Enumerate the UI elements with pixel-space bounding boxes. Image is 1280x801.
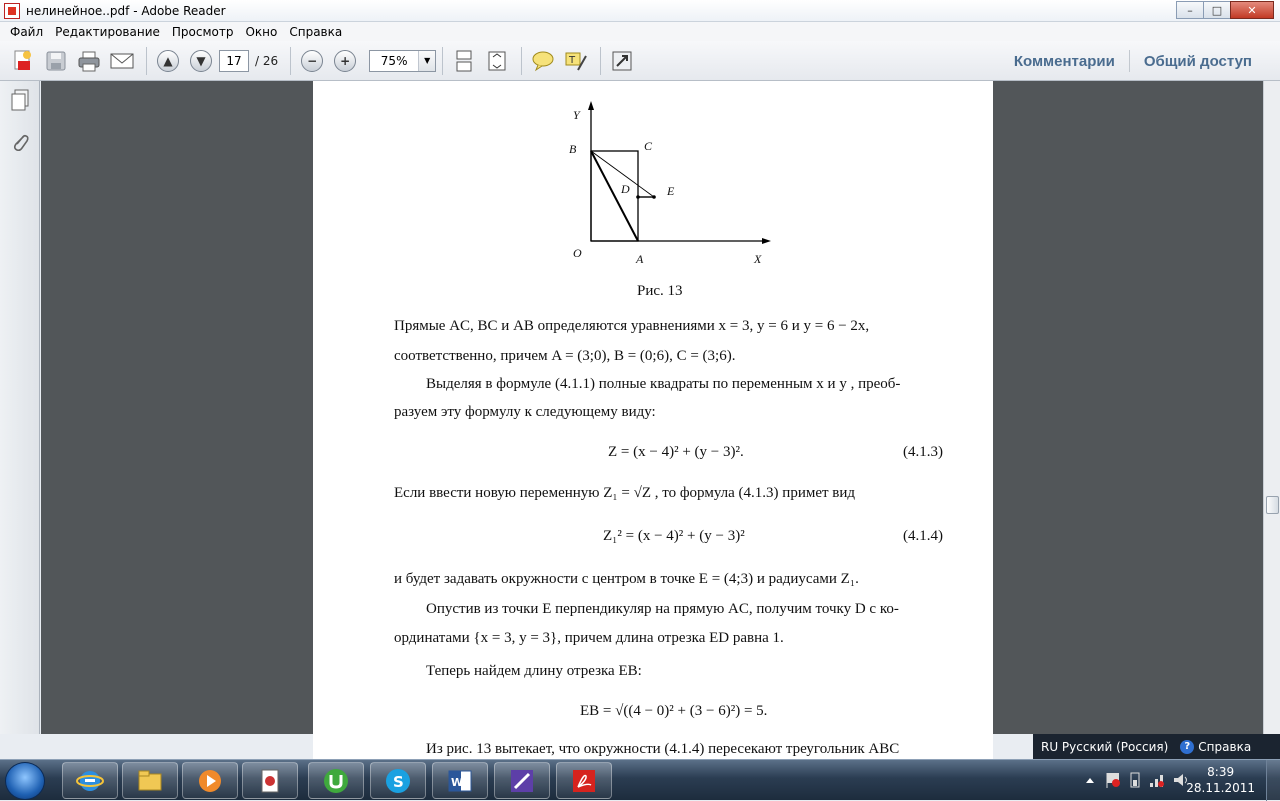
equation: EB = √((4 − 0)² + (3 − 6)²) = 5.	[580, 703, 768, 719]
next-page-button[interactable]	[186, 46, 216, 76]
minus-icon: −	[301, 50, 323, 72]
figure-label-y: Y	[573, 108, 580, 122]
comment-icon	[531, 50, 555, 72]
page-number-input[interactable]: 17	[219, 50, 249, 72]
taskbar-ie[interactable]	[62, 762, 118, 799]
toolbar-separator	[600, 47, 601, 75]
taskbar-adobe-reader[interactable]	[556, 762, 612, 799]
clock[interactable]	[1186, 764, 1255, 796]
system-tray	[1060, 760, 1280, 801]
paragraph-line: ординатами {x = 3, y = 3}, причем длина отрезка ED равна 1.	[394, 630, 784, 646]
adobe-reader-icon	[4, 3, 20, 19]
adobe-reader-icon	[570, 767, 598, 795]
vertical-scrollbar[interactable]	[1263, 81, 1280, 734]
equation-number: (4.1.4)	[903, 528, 943, 544]
cards-icon	[256, 767, 284, 795]
paragraph-line: соответственно, причем A = (3;0), B = (0;6), C = (3;6).	[394, 348, 736, 364]
zoom-in-button[interactable]	[330, 46, 360, 76]
navigation-pane	[0, 81, 40, 734]
menu-help[interactable]: Справка	[289, 24, 343, 39]
taskbar-editor[interactable]	[494, 762, 550, 799]
window-controls	[1177, 1, 1274, 19]
help-icon: ?	[1180, 740, 1194, 754]
media-player-icon	[196, 767, 224, 795]
toolbar-separator	[521, 47, 522, 75]
word-icon	[446, 767, 474, 795]
menu-edit[interactable]: Редактирование	[55, 24, 160, 39]
highlight-button[interactable]	[561, 46, 591, 76]
figure-label-e: E	[667, 184, 675, 198]
print-icon	[77, 50, 101, 72]
create-pdf-icon	[11, 49, 35, 73]
toolbar-right	[1000, 41, 1266, 81]
tray-expand-icon[interactable]	[1084, 774, 1096, 786]
pdf-page	[313, 81, 993, 761]
internet-explorer-icon	[76, 767, 104, 795]
toolbar	[0, 41, 1280, 81]
close-button[interactable]: ✕	[1230, 1, 1274, 19]
paragraph-line: Опустив из точки E перпендикуляр на прямую AC, получим точку D с ко-	[426, 601, 899, 617]
expand-button[interactable]	[607, 46, 637, 76]
figure-label-o: O	[573, 246, 582, 260]
save-icon	[45, 50, 67, 72]
fit-page-icon	[486, 50, 508, 72]
plus-icon: +	[334, 50, 356, 72]
folder-icon	[136, 767, 164, 795]
envelope-icon	[110, 52, 134, 70]
paragraph-line: Из рис. 13 вытекает, что окружности (4.1.4) пересекают треугольник ABC	[426, 741, 900, 757]
pen-editor-icon	[508, 767, 536, 795]
comment-button[interactable]	[528, 46, 558, 76]
scroll-mode-icon	[453, 50, 475, 72]
scrollbar-thumb[interactable]	[1266, 496, 1279, 514]
taskbar-word[interactable]	[432, 762, 488, 799]
figure-label-x: X	[754, 252, 762, 266]
equation: Z = (x − 4)² + (y − 3)².	[608, 444, 744, 460]
highlight-text-icon	[564, 50, 588, 72]
clock-time: 8:39	[1207, 765, 1235, 779]
language-bar	[1033, 734, 1280, 759]
prev-page-button[interactable]	[153, 46, 183, 76]
start-button[interactable]	[5, 762, 45, 800]
equation: Z₁² = (x − 4)² + (y − 3)²	[603, 528, 745, 544]
zoom-out-button[interactable]	[297, 46, 327, 76]
zoom-select[interactable]	[369, 50, 436, 72]
taskbar-explorer[interactable]	[122, 762, 178, 799]
figure-label-d: D	[621, 182, 630, 196]
menu-window[interactable]: Окно	[245, 24, 278, 39]
figure-label-a: A	[636, 252, 644, 266]
menu-view[interactable]: Просмотр	[171, 24, 234, 39]
scroll-mode-button[interactable]	[449, 46, 479, 76]
skype-icon	[384, 767, 412, 795]
help-link[interactable]: Справка	[1198, 739, 1252, 754]
expand-icon	[611, 50, 633, 72]
figure-caption: Рис. 13	[637, 283, 683, 299]
taskbar	[0, 759, 1280, 800]
toolbar-separator	[290, 47, 291, 75]
show-desktop-button[interactable]	[1266, 760, 1280, 801]
menu-file[interactable]: Файл	[10, 24, 44, 39]
share-link[interactable]: Общий доступ	[1143, 52, 1252, 70]
battery-icon[interactable]	[1128, 771, 1142, 789]
fit-page-button[interactable]	[482, 46, 512, 76]
svg-text:S: S	[393, 772, 404, 791]
arrow-up-icon: ▲	[157, 50, 179, 72]
paragraph-line: разуем эту формулу к следующему виду:	[394, 404, 656, 420]
flag-icon[interactable]	[1104, 771, 1122, 789]
arrow-down-icon: ▼	[190, 50, 212, 72]
equation-number: (4.1.3)	[903, 444, 943, 460]
taskbar-utorrent[interactable]	[308, 762, 364, 799]
chevron-down-icon: ▼	[418, 51, 435, 71]
figure-label-c: C	[644, 139, 653, 153]
paragraph-line: Выделяя в формуле (4.1.1) полные квадраты по переменным x и y , преоб-	[426, 376, 901, 392]
paragraph-line: Если ввести новую переменную Z₁ = √Z , то формула (4.1.3) примет вид	[394, 485, 856, 501]
maximize-button[interactable]: □	[1203, 1, 1231, 19]
taskbar-game[interactable]	[242, 762, 298, 799]
zoom-value: 75%	[380, 53, 408, 68]
toolbar-separator	[442, 47, 443, 75]
taskbar-skype[interactable]	[370, 762, 426, 799]
pages-icon[interactable]	[10, 89, 30, 111]
figure-label-b: B	[569, 142, 577, 156]
svg-text:T: T	[569, 54, 576, 66]
window-title: нелинейное..pdf - Adobe Reader	[26, 3, 226, 18]
toolbar-separator	[146, 47, 147, 75]
utorrent-icon	[322, 767, 350, 795]
network-icon[interactable]	[1148, 771, 1166, 789]
taskbar-media[interactable]	[182, 762, 238, 799]
menu-bar	[0, 22, 1280, 41]
language-indicator[interactable]: RU Русский (Россия)	[1041, 739, 1169, 754]
minimize-button[interactable]: –	[1176, 1, 1204, 19]
paragraph-line: Теперь найдем длину отрезка EB:	[426, 663, 642, 679]
email-button[interactable]	[107, 46, 137, 76]
create-pdf-button[interactable]	[8, 46, 38, 76]
print-button[interactable]	[74, 46, 104, 76]
paragraph-line: и будет задавать окружности с центром в точке E = (4;3) и радиусами Z₁.	[394, 571, 859, 587]
page-total: / 26	[255, 53, 279, 68]
svg-text:W: W	[451, 775, 464, 789]
attachments-icon[interactable]	[10, 131, 30, 153]
paragraph-line: Прямые AC, BC и AB определяются уравнениями x = 3, y = 6 и y = 6 − 2x,	[394, 318, 870, 334]
title-bar	[0, 0, 1280, 22]
comments-link[interactable]: Комментарии	[1013, 52, 1115, 70]
save-button[interactable]	[41, 46, 71, 76]
clock-date: 28.11.2011	[1186, 781, 1255, 795]
